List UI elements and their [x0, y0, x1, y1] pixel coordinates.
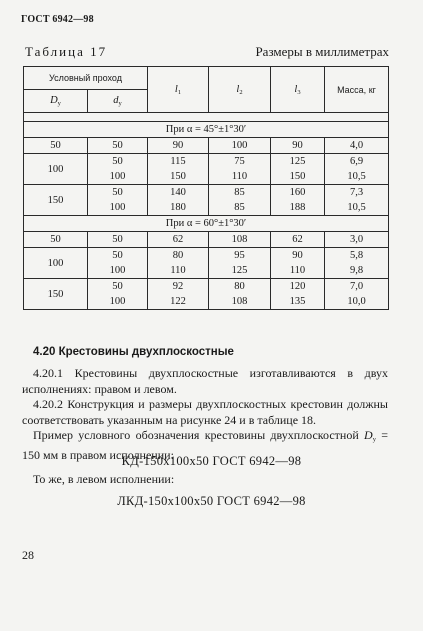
cell-l3: 125 150 [271, 154, 325, 185]
cell-mass: 5,8 9,8 [325, 248, 389, 279]
header-nominal-bore: Условный проход [24, 67, 148, 90]
paragraph-4-20-1: 4.20.1 Крестовины двухплоскостные изготавливаются в двух исполнениях: правом и левом. [22, 366, 388, 396]
cell-Dy: 100 [24, 154, 88, 185]
cell-dy: 50 [88, 232, 148, 248]
cell-l2: 80 108 [209, 279, 271, 310]
section-angle-45: При α = 45°±1°30′ [24, 122, 389, 138]
table-section-row [24, 216, 389, 232]
cell-dy: 50 100 [88, 248, 148, 279]
cell-l1: 62 [148, 232, 209, 248]
cell-Dy: 150 [24, 279, 88, 310]
cell-dy: 50 100 [88, 185, 148, 216]
dimensions-table [23, 66, 389, 310]
cell-l3: 120 135 [271, 279, 325, 310]
header-l1: $l_1$ [148, 67, 209, 113]
page-number: 28 [22, 548, 34, 562]
cell-mass: 7,3 10,5 [325, 185, 389, 216]
cell-mass: 4,0 [325, 138, 389, 154]
table-row [24, 232, 389, 248]
table-row [24, 138, 389, 154]
section-title: 4.20 Крестовины двухплоскостные [33, 346, 234, 358]
cell-Dy: 50 [24, 138, 88, 154]
table-units: Размеры в миллиметрах [255, 44, 389, 59]
cell-l2: 100 [209, 138, 271, 154]
cell-l3: 90 110 [271, 248, 325, 279]
table-row [24, 248, 389, 279]
table-row [24, 185, 389, 216]
paragraph-4-20-2: 4.20.2 Конструкция и размеры двухплоскостных крестовин должны соответствовать указанным на рисунке 24 и в таблице 18. [22, 397, 388, 427]
cell-l2: 85 85 [209, 185, 271, 216]
table-row [24, 279, 389, 310]
cell-Dy: 50 [24, 232, 88, 248]
header-dy: $d_y$ [88, 90, 148, 113]
cell-mass: 6,9 10,5 [325, 154, 389, 185]
header-Dy: $D_y$ [24, 90, 88, 113]
document-code: ГОСТ 6942—98 [21, 14, 94, 25]
cell-Dy: 150 [24, 185, 88, 216]
cell-Dy: 100 [24, 248, 88, 279]
cell-l2: 95 125 [209, 248, 271, 279]
header-l2: $l_2$ [209, 67, 271, 113]
cell-l1: 80 110 [148, 248, 209, 279]
cell-l1: 115 150 [148, 154, 209, 185]
cell-dy: 50 100 [88, 279, 148, 310]
cell-dy: 50 100 [88, 154, 148, 185]
cell-l1: 92 122 [148, 279, 209, 310]
cell-l1: 140 180 [148, 185, 209, 216]
cell-mass: 3,0 [325, 232, 389, 248]
header-l3: $l_3$ [271, 67, 325, 113]
designation-left: ЛКД-150x100x50 ГОСТ 6942—98 [117, 494, 306, 508]
table-row [24, 154, 389, 185]
table-spacer [24, 113, 389, 122]
cell-dy: 50 [88, 138, 148, 154]
paragraph-left-version: То же, в левом исполнении: [33, 472, 175, 486]
cell-l2: 108 [209, 232, 271, 248]
cell-l3: 62 [271, 232, 325, 248]
table-header-row [24, 67, 389, 90]
cell-l2: 75 110 [209, 154, 271, 185]
cell-l3: 90 [271, 138, 325, 154]
table-caption: Таблица 17 [25, 44, 108, 59]
paragraph-example: Пример условного обозначения крестовины двухплоскостной $D_y = 150$ мм в правом исполнении: [22, 428, 389, 462]
cell-l1: 90 [148, 138, 209, 154]
table-section-row [24, 122, 389, 138]
cell-mass: 7,0 10,0 [325, 279, 389, 310]
designation-right: КД-150x100x50 ГОСТ 6942—98 [121, 454, 302, 468]
cell-l3: 160 188 [271, 185, 325, 216]
section-angle-60: При α = 60°±1°30′ [24, 216, 389, 232]
header-mass: Масса, кг [325, 67, 389, 113]
